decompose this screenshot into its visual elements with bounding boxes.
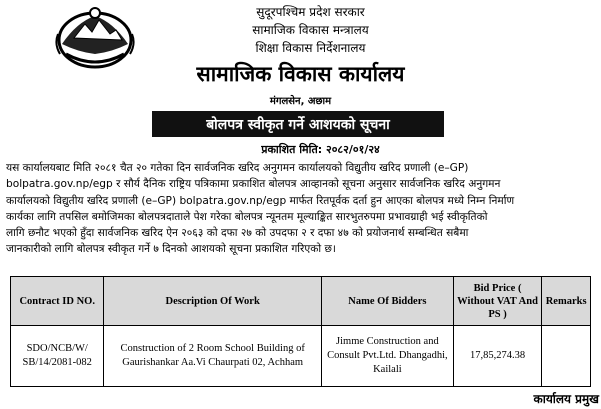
notice-body (6, 160, 596, 258)
cell-bid-price: 17,85,274.38 (453, 326, 541, 387)
office-title: सामाजिक विकास कार्यालय (196, 62, 405, 86)
notice-banner (152, 111, 444, 137)
notice-line: जानकारीको लागि बोलपत्र स्वीकृत गर्ने ७ दिनको आशयको सूचना प्रकाशित गरिएको छ। (6, 243, 336, 256)
header-description: Description Of Work (104, 277, 321, 326)
header-directorate: शिक्षा विकास निर्देशनालय (255, 41, 366, 55)
notice-line: कार्यालयको विद्युतीय खरिद प्रणाली (e–GP) bolpatra.gov.np/egp मार्फत रितपूर्वक दर्ता हुन आएका बोलपत्र मध्ये निम्न निर्माण (6, 194, 515, 207)
header-bidder: Name Of Bidders (321, 277, 453, 326)
cell-remarks (542, 326, 591, 387)
table-header-row (11, 277, 591, 326)
publish-date: प्रकाशित मिति: २०८२/०१/२४ (261, 143, 380, 156)
notice-banner-title: बोलपत्र स्वीकृत गर्ने आशयको सूचना (206, 116, 390, 133)
notice-line: bolpatra.gov.np/egp र सौर्य दैनिक राष्ट्रिय पत्रिकामा प्रकाशित बोलपत्र आव्हानको सूचना अनुसार सार्वजनिक खरिद अनुगमन (6, 178, 501, 191)
notice-line: कार्यका लागि तपसिल बमोजिमका बोलपत्रदाताले पेश गरेका बोलपत्र न्यूनतम मूल्याङ्कित सारभुतरुपमा प्रभावग्राही भई स्वीकृतिको (6, 210, 488, 223)
table-row (11, 326, 591, 387)
notice-line: लागि छनौट भएको हुँदा सार्वजनिक खरिद ऐन २०६३ को दफा २७ को उपदफा २ र दफा ४७ को प्रयोजनार्थ सम्बन्धित सबैमा (6, 227, 469, 240)
notice-line: यस कार्यालयबाट मिति २०८१ चैत २० गतेका दिन सार्वजनिक खरिद अनुगमन कार्यालयको विद्युतीय खरिद प्रणाली (e–GP) (6, 162, 469, 174)
header-government: सुदूरपश्चिम प्रदेश सरकार (256, 5, 365, 19)
header-ministry: सामाजिक विकास मन्त्रालय (252, 23, 369, 37)
cell-description: Construction of 2 Room School Building of Gaurishankar Aa.Vi Chaurpati 02, Achham (104, 326, 321, 387)
header-contract-id: Contract ID NO. (11, 277, 104, 326)
cell-contract-id: SDO/NCB/W/ SB/14/2081-082 (11, 326, 104, 387)
office-chief-signature: कार्यालय प्रमुख (533, 392, 599, 406)
header-remarks: Remarks (542, 277, 591, 326)
header-bid-price: Bid Price ( Without VAT And PS ) (453, 277, 541, 326)
cell-bidder: Jimme Construction and Consult Pvt.Ltd. Dhangadhi, Kailali (321, 326, 453, 387)
office-location: मंगलसेन, अछाम (269, 96, 332, 107)
bid-table (10, 276, 591, 387)
